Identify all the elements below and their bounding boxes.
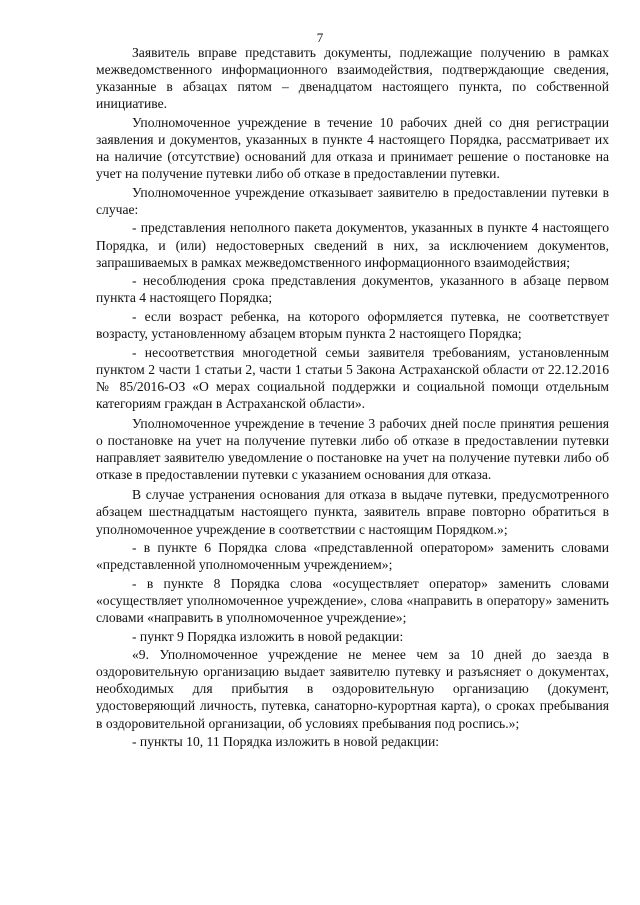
list-item: - представления неполного пакета документов, указанных в пункте 4 настоящего Порядка, и (или) недостоверных сведений в них, за исключением документов, запрашиваемых в рамках межведомственного информационного взаимодействия; xyxy=(96,220,609,270)
paragraph: «9. Уполномоченное учреждение не менее чем за 10 дней до заезда в оздоровительную организацию выдает заявителю путевку и разъясняет о документах, необходимых для прибытия в оздоровительную организацию (документ, удостоверяющий личность, путевка, санаторно-курортная карта), о сроках пребывания в оздоровительной организации, об условиях пребывания под роспись.»; xyxy=(96,647,609,731)
paragraph: Уполномоченное учреждение в течение 3 рабочих дней после принятия решения о постановке на учет на получение путевки либо об отказе в предоставлении путевки направляет заявителю уведомление о постановке на учет на получение путевки либо об отказе в предоставлении путевки с указанием основания для отказа. xyxy=(96,415,609,483)
page-number: 7 xyxy=(316,30,324,45)
list-item: - пункты 10, 11 Порядка изложить в новой редакции: xyxy=(132,734,440,750)
list-item: - в пункте 8 Порядка слова «осуществляет оператор» заменить словами «осуществляет уполномоченное учреждение», слова «направить в оператору» заменить словами «направить в уполномоченное учреждение»; xyxy=(96,575,609,625)
paragraph: Уполномоченное учреждение в течение 10 рабочих дней со дня регистрации заявления и документов, указанных в пункте 4 настоящего Порядка, рассматривает их на наличие (отсутствие) оснований для отказа и принимает решение о постановке на учет на получение путевки либо об отказе в предоставлении путевки. xyxy=(96,114,609,182)
paragraph: Заявитель вправе представить документы, подлежащие получению в рамках межведомственного информационного взаимодействия, подтверждающие сведения, указанные в абзацах пятом – двенадцатом настоящего пункта, по собственной инициативе. xyxy=(96,45,609,112)
list-item: - в пункте 6 Порядка слова «представленной оператором» заменить словами «представленной уполномоченным учреждением»; xyxy=(96,540,609,573)
list-item: - несоблюдения срока представления документов, указанного в абзаце первом пункта 4 настоящего Порядка; xyxy=(96,273,609,306)
list-item: - несоответствия многодетной семьи заявителя требованиям, установленным пунктом 2 части 1 статьи 2, части 1 статьи 5 Закона Астраханской области от 22.12.2016 № 85/2016-ОЗ «О мерах социальной поддержки и социальной помощи отдельным категориям граждан в Астраханской области». xyxy=(96,344,609,411)
paragraph: В случае устранения основания для отказа в выдаче путевки, предусмотренного абзацем шестнадцатым настоящего пункта, заявитель вправе повторно обратиться в уполномоченное учреждение в соответствии с настоящим Порядком.»; xyxy=(96,487,609,537)
list-item: - пункт 9 Порядка изложить в новой редакции: xyxy=(132,628,404,644)
document-body xyxy=(96,44,609,750)
paragraph: Уполномоченное учреждение отказывает заявителю в предоставлении путевки в случае: xyxy=(96,184,609,217)
list-item: - если возраст ребенка, на которого оформляется путевка, не соответствует возрасту, установленному абзацем вторым пункта 2 настоящего Порядка; xyxy=(96,308,609,341)
